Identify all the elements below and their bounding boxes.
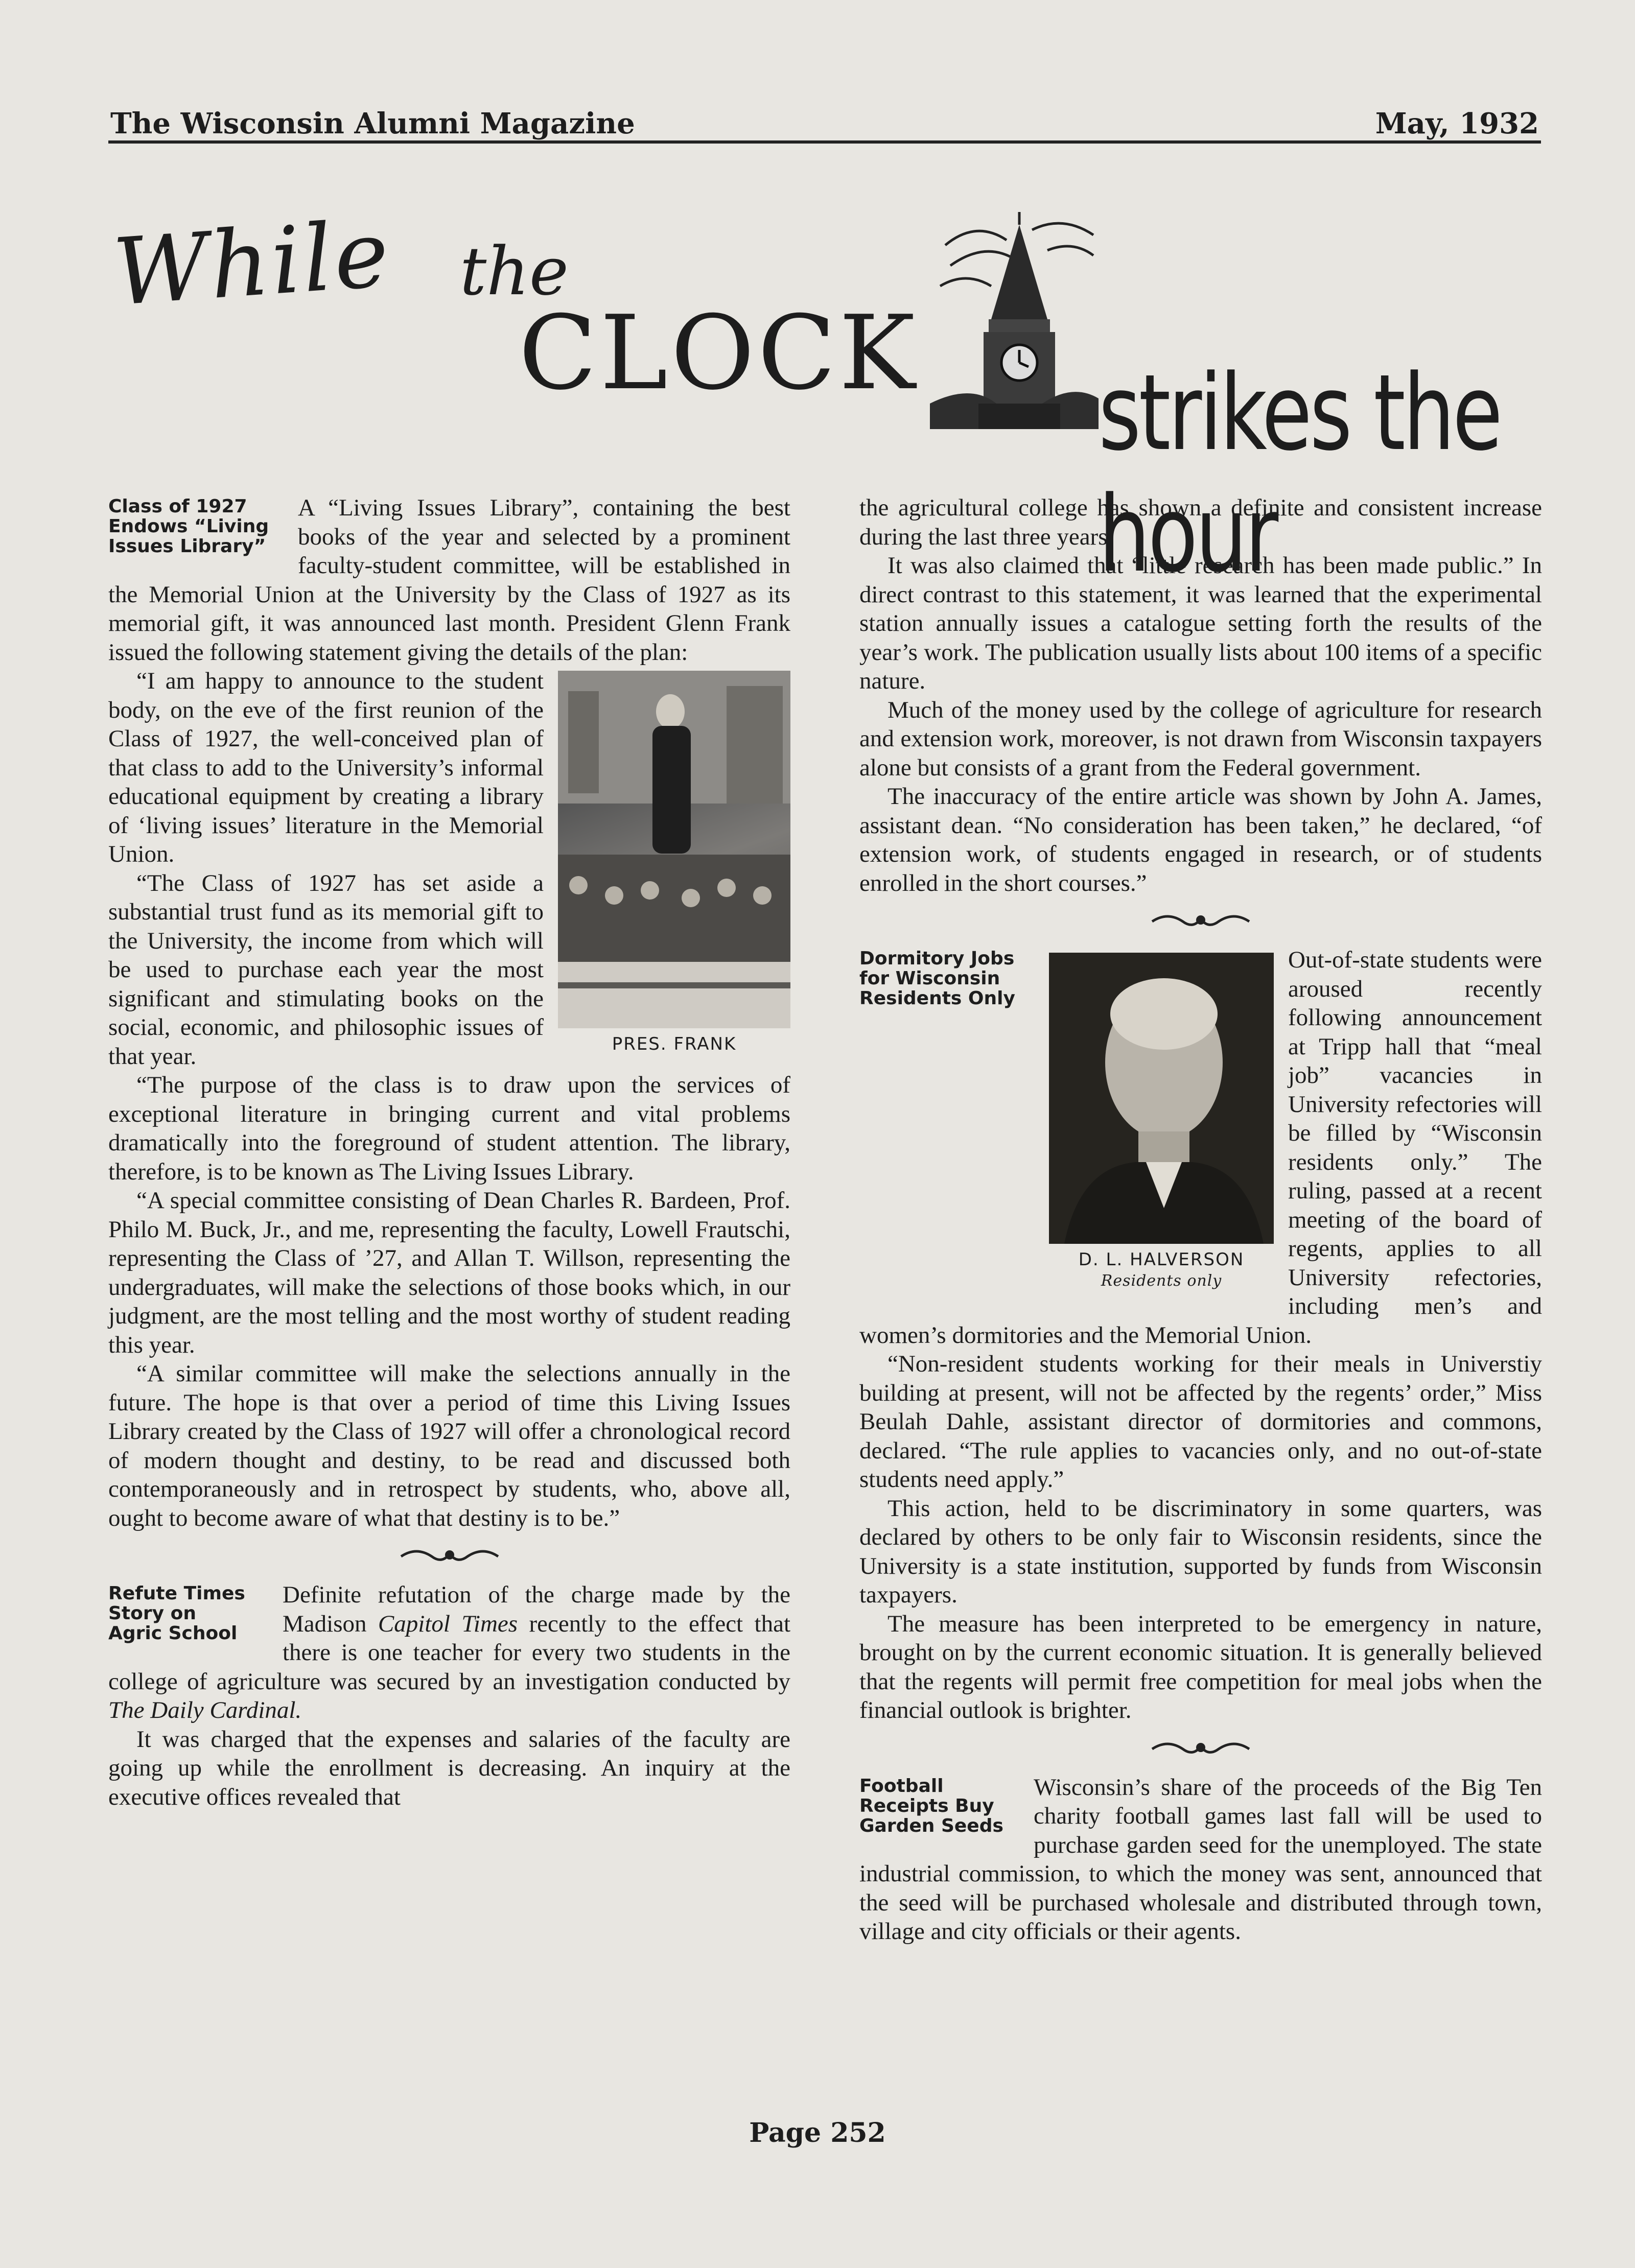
agric-school-para-5: Much of the money used by the college of agriculture for research and extension work, moreover, is not drawn from Wisconsin taxpayers alone but consists of a grant from the Federal government. (859, 696, 1542, 781)
halverson-portrait (1049, 953, 1274, 1244)
left-column (108, 493, 790, 1811)
sidehead-dormitory: Dormitory Jobs for Wisconsin Residents Only (859, 948, 1015, 1009)
caption-pres-frank: PRES. FRANK (612, 1034, 737, 1054)
caption-halverson-sub: Residents only (1101, 1272, 1222, 1290)
football-para-1: Wisconsin’s share of the proceeds of the Big Ten charity football games last fall will be used to purchase garden seed for the unemployed. The state industrial commission, to which the money was sent, announced that the seed will be purchased wholesale and distributed through town, village and city officials or their agents. (859, 1774, 1542, 1945)
living-library-para-5: “A special committee consisting of Dean Charles R. Bardeen, Prof. Philo M. Buck, Jr., and me, representing the faculty, Lowell Frautschi, representing the Class of ’27, and Allan T. Willson, representing the undergraduates, will make the selections of those books which, in our judgment, are the most telling and the most worthy of student reading this year. (108, 1187, 790, 1358)
living-library-para-1: A “Living Issues Library”, containing the best books of the year and selected by a prominent faculty-student committee, will be established in the Memorial Union at the University by the Class of 1927 as its memorial gift, it was announced last month. President Glenn Frank issued the following statement giving the details of the plan: (108, 494, 790, 666)
living-library-para-6: “A similar committee will make the selections annually in the future. The hope is that over a period of time this Living Issues Library created by the Class of 1927 will offer a chronological record of modern thought and destiny, to be read and discussed both contemporaneously and in retrospect by students, who, above all, ought to become aware of what that destiny is to be.” (108, 1360, 790, 1531)
running-header (108, 105, 1541, 144)
sidehead-agric-school: Refute Times Story on Agric School (108, 1583, 245, 1644)
section-divider-ornament (108, 1544, 790, 1569)
title-word-the: the (460, 232, 569, 310)
title-phrase-strikes-the-hour: strikes the hour (1099, 352, 1501, 596)
dormitory-para-3: This action, held to be discriminatory in some quarters, was declared by others to be only fair to Wisconsin residents, since the University is a state institution, supported by funds from Wisconsin taxpayers. (859, 1495, 1542, 1608)
right-column (859, 493, 1542, 1946)
sidehead-football: Football Receipts Buy Garden Seeds (859, 1775, 1003, 1836)
sidehead-living-library: Class of 1927 Endows “Living Issues Library” (108, 496, 269, 557)
page-number: Page 252 (749, 2117, 886, 2148)
living-library-para-4: “The purpose of the class is to draw upon the services of exceptional literature in bringing current and vital problems dramatically into the foreground of student attention. The library, therefore, is to be known as The Living Issues Library. (108, 1072, 790, 1185)
agric-school-para-6: The inaccuracy of the entire article was shown by John A. James, assistant dean. “No consideration has been taken,” he declared, “of extension work, of students engaged in research, or of students enrolled in the short courses.” (859, 783, 1542, 896)
agric-school-para-4: It was also claimed that “little research has been made public.” In direct contrast to this statement, it was learned that the experimental station annually issues a catalogue setting forth the results of the year’s work. The publication usually lists about 100 items of a specific nature. (859, 552, 1542, 694)
title-word-clock: CLOCK (519, 294, 919, 413)
issue-date: May, 1932 (1375, 107, 1539, 140)
agric-school-para-1: Definite refutation of the charge made by the Madison Capitol Times recently to the effect that there is one teacher for every two students in the college of agriculture was secured by an investigation conducted by The Daily Cardinal. (108, 1581, 791, 1723)
photo-pres-frank (558, 671, 790, 1055)
caption-halverson: D. L. HALVERSON Residents only (1049, 1249, 1274, 1292)
magazine-title: The Wisconsin Alumni Magazine (110, 107, 635, 140)
clock-tower-illustration (930, 209, 1099, 429)
agric-school-para-2: It was charged that the expenses and salaries of the faculty are going up while the enrollment is decreasing. An inquiry at the executive offices revealed that (108, 1726, 790, 1810)
title-word-while: While (110, 200, 394, 326)
section-divider-ornament (859, 909, 1542, 934)
living-library-para-2: “I am happy to announce to the student body, on the eve of the first reunion of the Class of 1927, the well-conceived plan of that class to add to the University’s informal educational equipment by creating a library of ‘living issues’ literature in the Memorial Union. (108, 668, 544, 867)
agric-school-para-3: the agricultural college has shown a definite and consistent increase during the last three years. (859, 494, 1542, 550)
photo-halverson (1049, 953, 1274, 1292)
dormitory-para-1: Out-of-state students were aroused recently following announcement at Tripp hall that “meal job” vacancies in University refectories will be filled by “Wisconsin residents only.” The ruling, passed at a recent meeting of the board of regents, applies to all University refectories, including men’s and women’s dormitories and the Memorial Union. (859, 947, 1542, 1349)
living-library-para-3: “The Class of 1927 has set aside a substantial trust fund as its memorial gift to the University, the income from which will be used to purchase each year the most significant and stimulating books on the social, economic, and philosophic issues of that year. (108, 869, 544, 1070)
dormitory-para-4: The measure has been interpreted to be emergency in nature, brought on by the current economic situation. It is generally believed that the regents will permit free competition for meal jobs when the financial outlook is brighter. (859, 1610, 1542, 1723)
dormitory-para-2: “Non-resident students working for their meals in Universtiy building at present, will not be affected by the regents’ order,” Miss Beulah Dahle, assistant director of dormitories and commons, declared. “The rule applies to vacancies only, and no out-of-state students need apply.” (859, 1351, 1542, 1493)
section-divider-ornament (859, 1736, 1542, 1762)
pres-frank-photo (558, 671, 790, 1028)
